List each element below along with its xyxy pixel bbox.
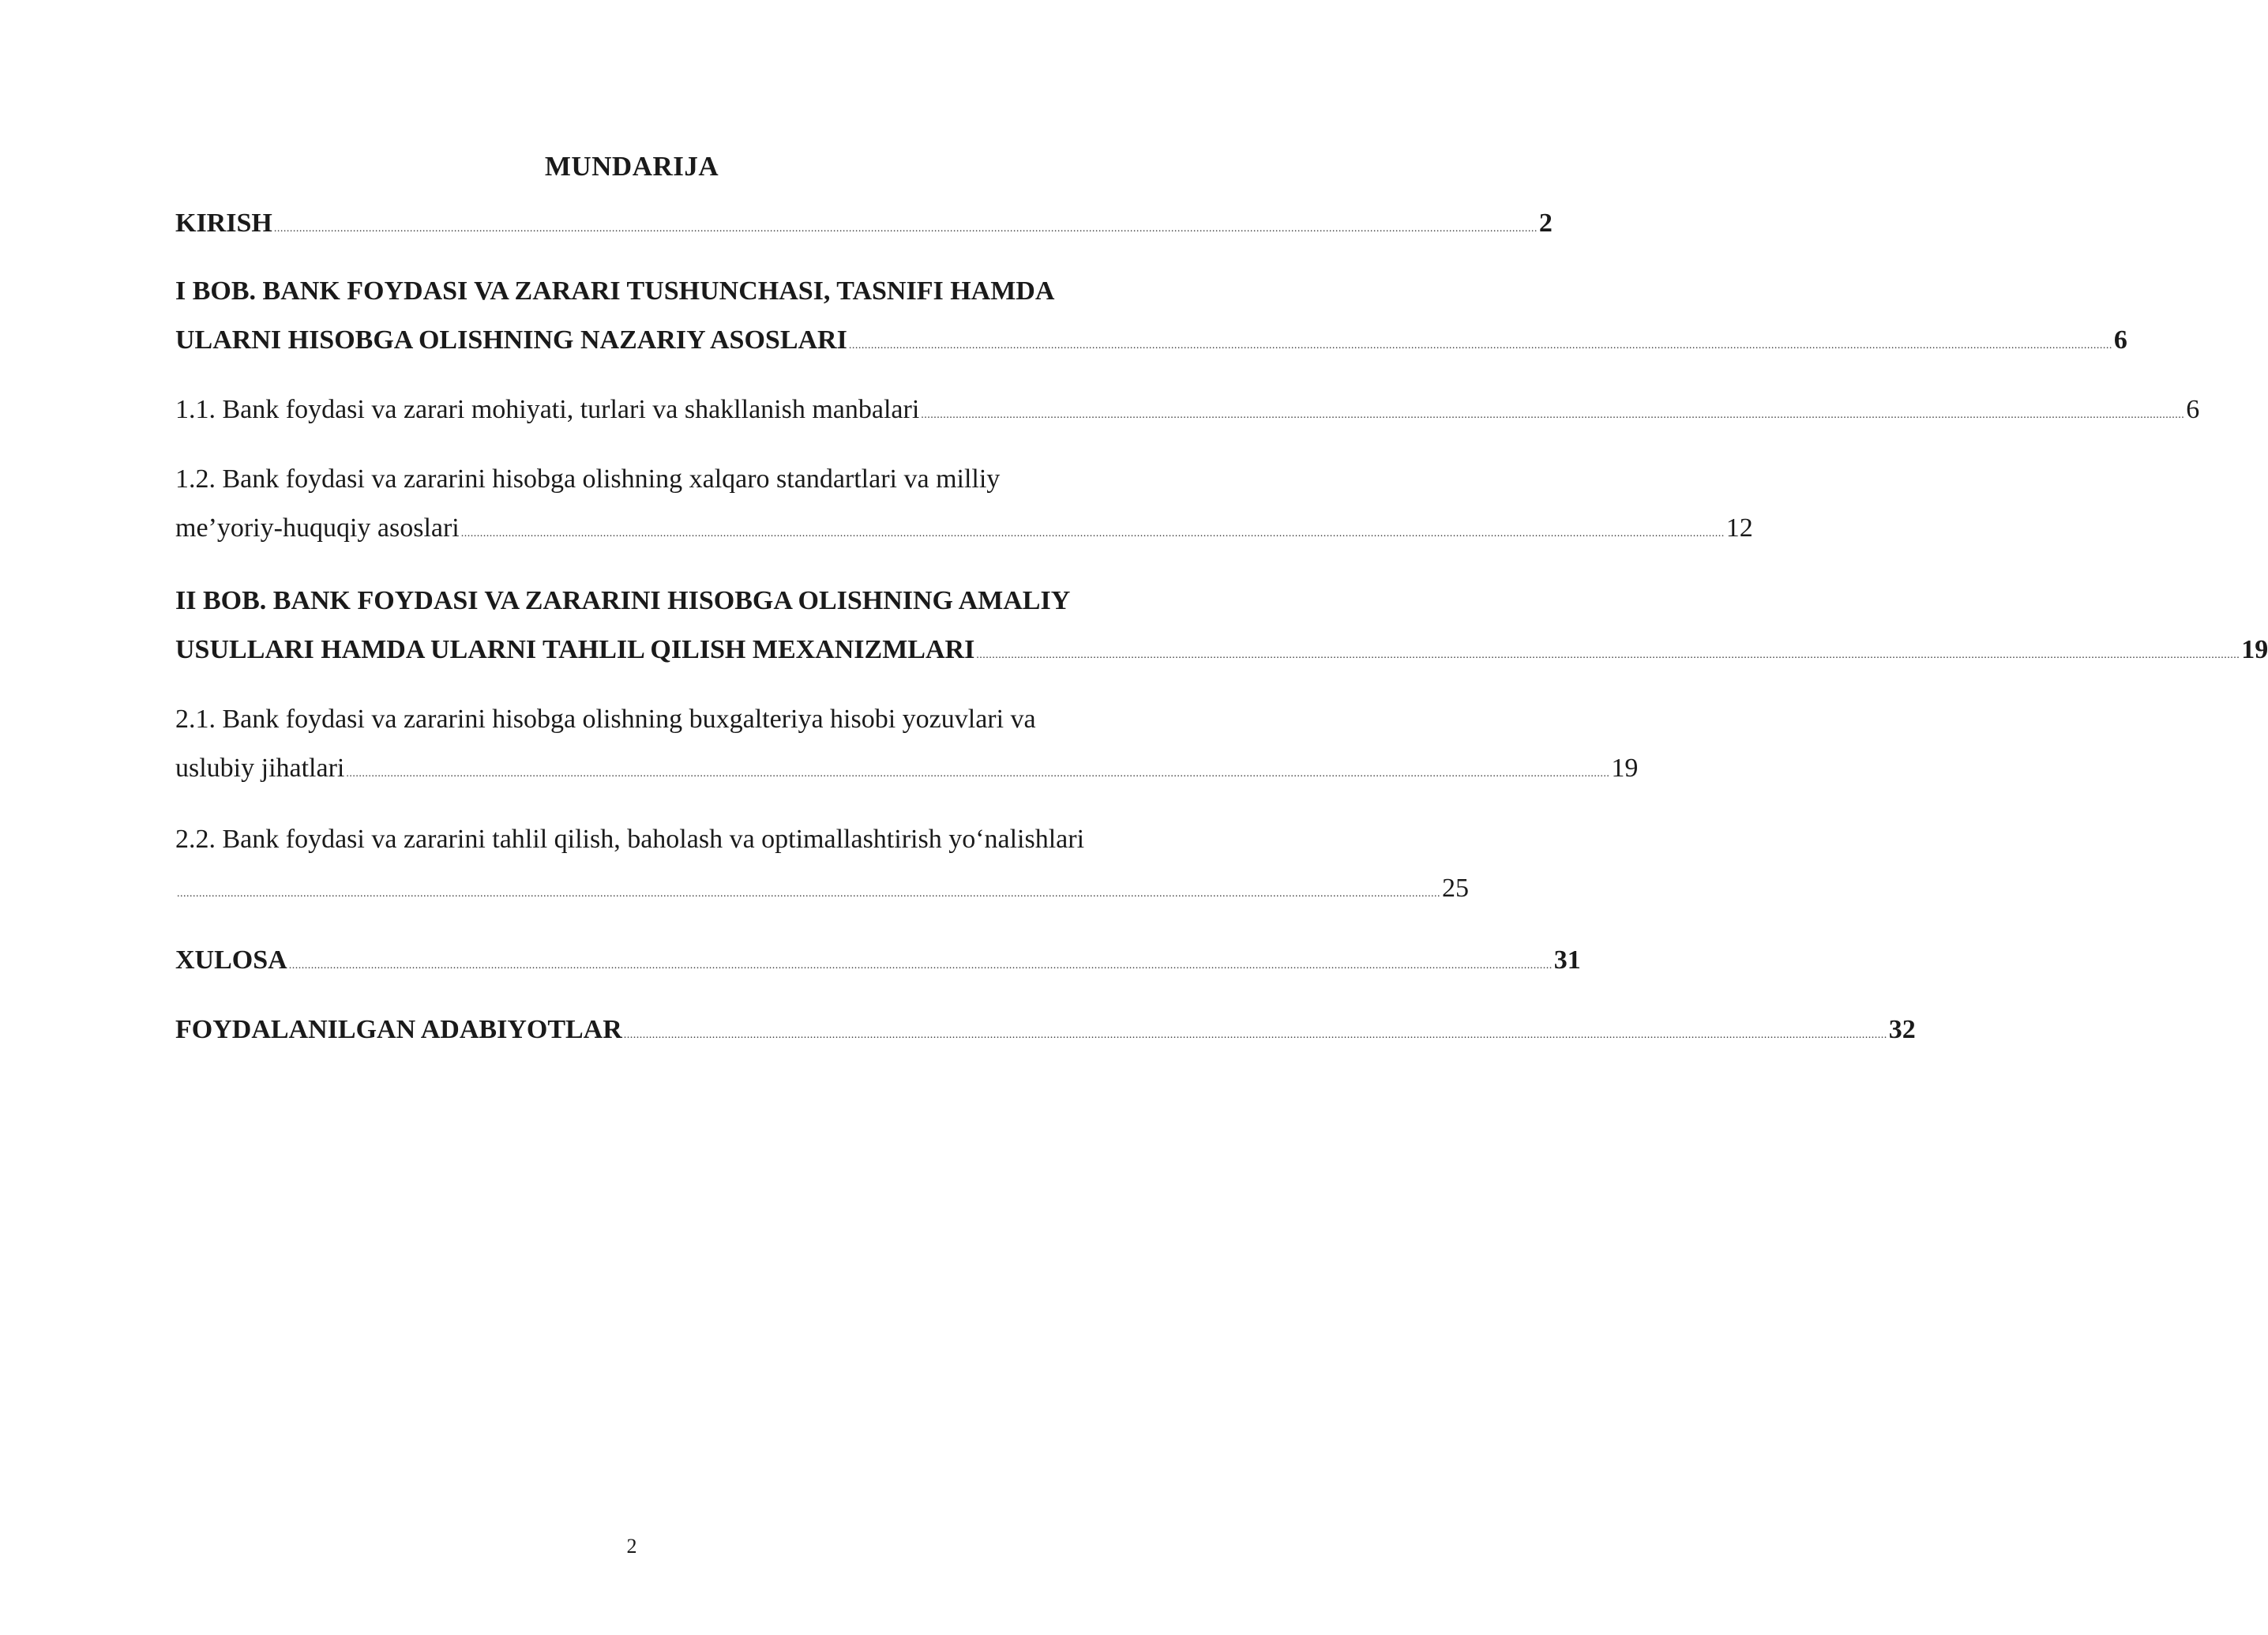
page-number: 2 — [626, 1535, 637, 1558]
toc-entry-title-line: 2.1. Bank foydasi va zararini hisobga olishning buxgalteriya hisobi yozuvlari va — [175, 705, 1036, 734]
dot-leader: ................................................................................................................................................................................................................................................................................................................................................................................................................ — [623, 1029, 1887, 1041]
toc-entry-section-2-1[interactable] — [175, 695, 1639, 793]
toc-title: MUNDARIJA — [544, 151, 719, 182]
toc-entry-chapter-1[interactable] — [175, 267, 2127, 365]
toc-entry-title-line: I BOB. BANK FOYDASI VA ZARARI TUSHUNCHASI, TASNIFI HAMDA — [175, 276, 1055, 306]
toc-entry-title: FOYDALANILGAN ADABIYOTLAR — [175, 1015, 622, 1044]
toc-entry-kirish[interactable] — [175, 199, 1553, 248]
dot-leader: ................................................................................................................................................................................................................................................................................................................................................................................................................ — [346, 768, 1610, 780]
toc-page-number: 6 — [2113, 325, 2127, 355]
toc-entry-title: KIRISH — [175, 209, 272, 238]
toc-entry-title: 1.1. Bank foydasi va zarari mohiyati, turlari va shakllanish manbalari — [175, 395, 920, 424]
dot-leader: ................................................................................................................................................................................................................................................................................................................................................................................................................ — [976, 649, 2240, 661]
toc-entry-title: USULLARI HAMDA ULARNI TAHLIL QILISH MEXANIZMLARI — [175, 635, 975, 664]
toc-entry-title: me’yoriy-huquqiy asoslari — [175, 513, 460, 543]
toc-entry-title: uslubiy jihatlari — [175, 754, 345, 783]
dot-leader: ................................................................................................................................................................................................................................................................................................................................................................................................................ — [848, 340, 2112, 351]
toc-entry-references[interactable] — [175, 1005, 1916, 1054]
toc-entry-chapter-2[interactable] — [175, 577, 2268, 675]
toc-entry-section-2-2[interactable] — [175, 815, 1469, 913]
dot-leader: ................................................................................................................................................................................................................................................................................................................................................................................................................ — [288, 960, 1553, 972]
toc-page-number: 12 — [1725, 513, 1753, 543]
toc-entry-xulosa[interactable] — [175, 936, 1581, 985]
toc-page-number: 2 — [1538, 209, 1553, 238]
dot-leader: ................................................................................................................................................................................................................................................................................................................................................................................................................ — [177, 888, 1440, 900]
toc-entry-title-line: 1.2. Bank foydasi va zararini hisobga olishning xalqaro standartlari va milliy — [175, 464, 1001, 494]
toc-page-number: 19 — [1611, 754, 1639, 783]
toc-page-number: 32 — [1888, 1015, 1916, 1044]
toc-entry-title: ULARNI HISOBGA OLISHNING NAZARIY ASOSLARI — [175, 325, 847, 355]
toc-entry-section-1-2[interactable] — [175, 455, 1753, 553]
toc-entry-section-1-1[interactable] — [175, 385, 2200, 434]
toc-page-number: 25 — [1442, 874, 1469, 903]
toc-page-number: 31 — [1553, 945, 1581, 975]
toc-entry-title: XULOSA — [175, 945, 287, 975]
dot-leader: ................................................................................................................................................................................................................................................................................................................................................................................................................ — [921, 409, 2185, 421]
dot-leader: ................................................................................................................................................................................................................................................................................................................................................................................................................ — [460, 528, 1725, 539]
toc-entry-title-line: 2.2. Bank foydasi va zararini tahlil qilish, baholash va optimallashtirish yo‘nalishlari — [175, 825, 1085, 854]
toc-page-number: 6 — [2186, 395, 2200, 424]
toc-page-number: 19 — [2241, 635, 2268, 664]
dot-leader: ................................................................................................................................................................................................................................................................................................................................................................................................................ — [273, 223, 1538, 235]
toc-entry-title-line: II BOB. BANK FOYDASI VA ZARARINI HISOBGA OLISHNING AMALIY — [175, 586, 1071, 615]
